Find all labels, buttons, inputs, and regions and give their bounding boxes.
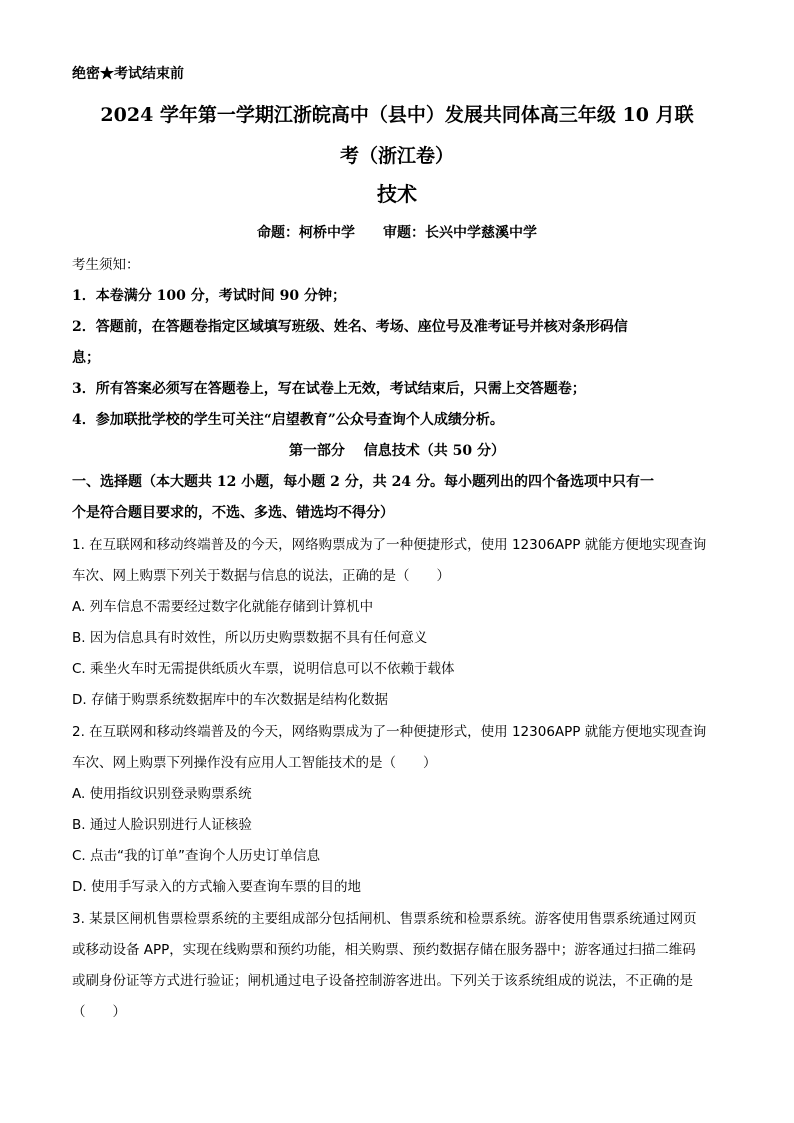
- question-2-option-d: D. 使用手写录入的方式输入要查询车票的目的地: [72, 879, 361, 895]
- notice-item-1: 1．本卷满分 100 分，考试时间 90 分钟；: [72, 288, 346, 304]
- notice-item-2: 2．答题前，在答题卷指定区域填写班级、姓名、考场、座位号及准考证号并核对条形码信: [72, 319, 628, 335]
- exam-title-line2: 考（浙江卷）: [339, 145, 454, 167]
- question-2-option-b: B. 通过人脸识别进行人证核验: [72, 817, 252, 833]
- authors-line: 命题：柯桥中学 审题：长兴中学慈溪中学: [257, 225, 537, 241]
- part-title: 第一部分 信息技术（共 50 分）: [288, 443, 506, 459]
- question-2-stem-line2: 车次、网上购票下列操作没有应用人工智能技术的是（ ）: [72, 755, 437, 771]
- question-3-stem-line4: （ ）: [72, 1004, 126, 1020]
- secret-label: 绝密★考试结束前: [72, 66, 184, 82]
- notice-heading: 考生须知：: [72, 257, 140, 273]
- question-3-stem-line3: 或刷身份证等方式进行验证；闸机通过电子设备控制游客进出。下列关于该系统组成的说法，不正确的是: [72, 973, 693, 989]
- question-2-stem-line1: 2. 在互联网和移动终端普及的今天，网络购票成为了一种便捷形式，使用 12306APP 就能方便地实现查询: [72, 724, 707, 740]
- choice-heading-line1: 一、选择题（本大题共 12 小题，每小题 2 分，共 24 分。每小题列出的四个备选项中只有一: [72, 474, 654, 490]
- exam-title-line1: 2024 学年第一学期江浙皖高中（县中）发展共同体高三年级 10 月联: [100, 104, 694, 126]
- choice-heading-line2: 个是符合题目要求的，不选、多选、错选均不得分）: [72, 505, 394, 521]
- notice-item-2-cont: 息；: [72, 350, 100, 366]
- question-1-option-b: B. 因为信息具有时效性，所以历史购票数据不具有任何意义: [72, 630, 428, 646]
- question-1-stem-line2: 车次、网上购票下列关于数据与信息的说法，正确的是（ ）: [72, 568, 450, 584]
- question-1-option-d: D. 存储于购票系统数据库中的车次数据是结构化数据: [72, 692, 388, 708]
- question-2-option-a: A. 使用指纹识别登录购票系统: [72, 786, 252, 802]
- question-3-stem-line1: 3. 某景区闸机售票检票系统的主要组成部分包括闸机、售票系统和检票系统。游客使用售票系统通过网页: [72, 911, 697, 927]
- question-1-option-a: A. 列车信息不需要经过数字化就能存储到计算机中: [72, 599, 374, 615]
- question-2-option-c: C. 点击“我的订单”查询个人历史订单信息: [72, 848, 320, 864]
- notice-item-3: 3．所有答案必须写在答题卷上，写在试卷上无效，考试结束后，只需上交答题卷；: [72, 381, 586, 397]
- notice-item-4: 4．参加联批学校的学生可关注“启望教育”公众号查询个人成绩分析。: [72, 412, 504, 428]
- subject-title: 技术: [377, 182, 417, 206]
- question-1-stem-line1: 1. 在互联网和移动终端普及的今天，网络购票成为了一种便捷形式，使用 12306APP 就能方便地实现查询: [72, 537, 707, 553]
- question-3-stem-line2: 或移动设备 APP，实现在线购票和预约功能，相关购票、预约数据存储在服务器中；游客通过扫描二维码: [72, 942, 696, 958]
- question-1-option-c: C. 乘坐火车时无需提供纸质火车票，说明信息可以不依赖于载体: [72, 661, 455, 677]
